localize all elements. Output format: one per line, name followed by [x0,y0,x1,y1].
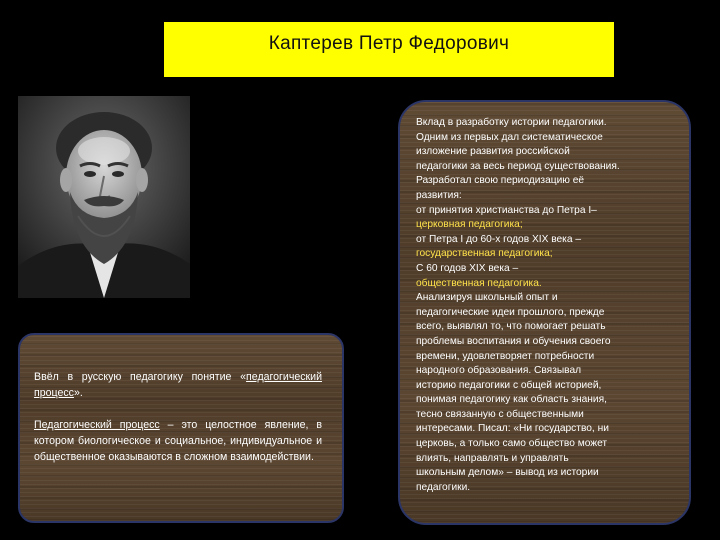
left-p1-term: педагогический процесс [34,371,322,399]
left-info-panel [18,333,344,523]
left-p1-suffix: ». [73,387,83,399]
right-line: изложение развития российской [416,146,570,158]
left-p2-term: Педагогический процесс [34,419,160,431]
right-line: влиять, направлять и управлять [416,452,569,464]
portrait-photo [18,96,190,298]
page-title: Каптерев Петр Федорович [268,33,510,54]
right-line: педагогики. [416,481,471,493]
right-line: педагогики за весь период существования. [416,160,620,172]
title-banner [164,22,614,77]
right-line: от Петра I до 60-х годов XIX века – [416,233,582,245]
right-line: народного образования. Связывал [416,365,582,377]
right-line: всего, выявлял то, что помогает решать [416,321,606,333]
right-line: Анализируя школьный опыт и [416,292,558,304]
right-line: тесно связанную с общественными [416,408,584,420]
right-line: от принятия христианства до Петра I– [416,204,597,216]
right-line: развития: [416,189,462,201]
right-line: времени, удовлетворяет потребности [416,350,595,362]
right-info-panel [398,100,691,525]
portrait-image [18,96,190,298]
right-line-social-pedagogy: общественная педагогика. [416,277,542,289]
left-paragraph-2 [34,417,322,465]
right-line-state-pedagogy: государственная педагогика; [416,248,553,260]
right-line: интересами. Писал: «Ни государство, ни [416,423,609,435]
right-line: понимая педагогику как область знания, [416,394,607,406]
right-line: историю педагогики с общей историей, [416,379,602,391]
right-line: педагогические идеи прошлого, прежде [416,306,605,318]
left-p1-prefix: Ввёл в русскую педагогику понятие « [34,371,247,383]
left-paragraph-1 [34,369,322,401]
right-line: проблемы воспитания и обучения своего [416,335,611,347]
right-line: Вклад в разработку истории педагогики. [416,117,607,128]
right-line: церковь, а только само общество может [416,438,608,450]
left-p2-rest: – это целостное явление, в котором биологическое и социальное, индивидуальное и общественное оказываются в сложном взаимодействии. [34,419,323,463]
right-line-church-pedagogy: церковная педагогика; [416,219,523,231]
right-line: С 60 годов XIX века – [416,262,519,274]
right-line: Одним из первых дал систематическое [416,131,603,143]
right-line: школьным делом» – вывод из истории [416,467,599,479]
right-line: Разработал свою периодизацию её [416,175,585,187]
